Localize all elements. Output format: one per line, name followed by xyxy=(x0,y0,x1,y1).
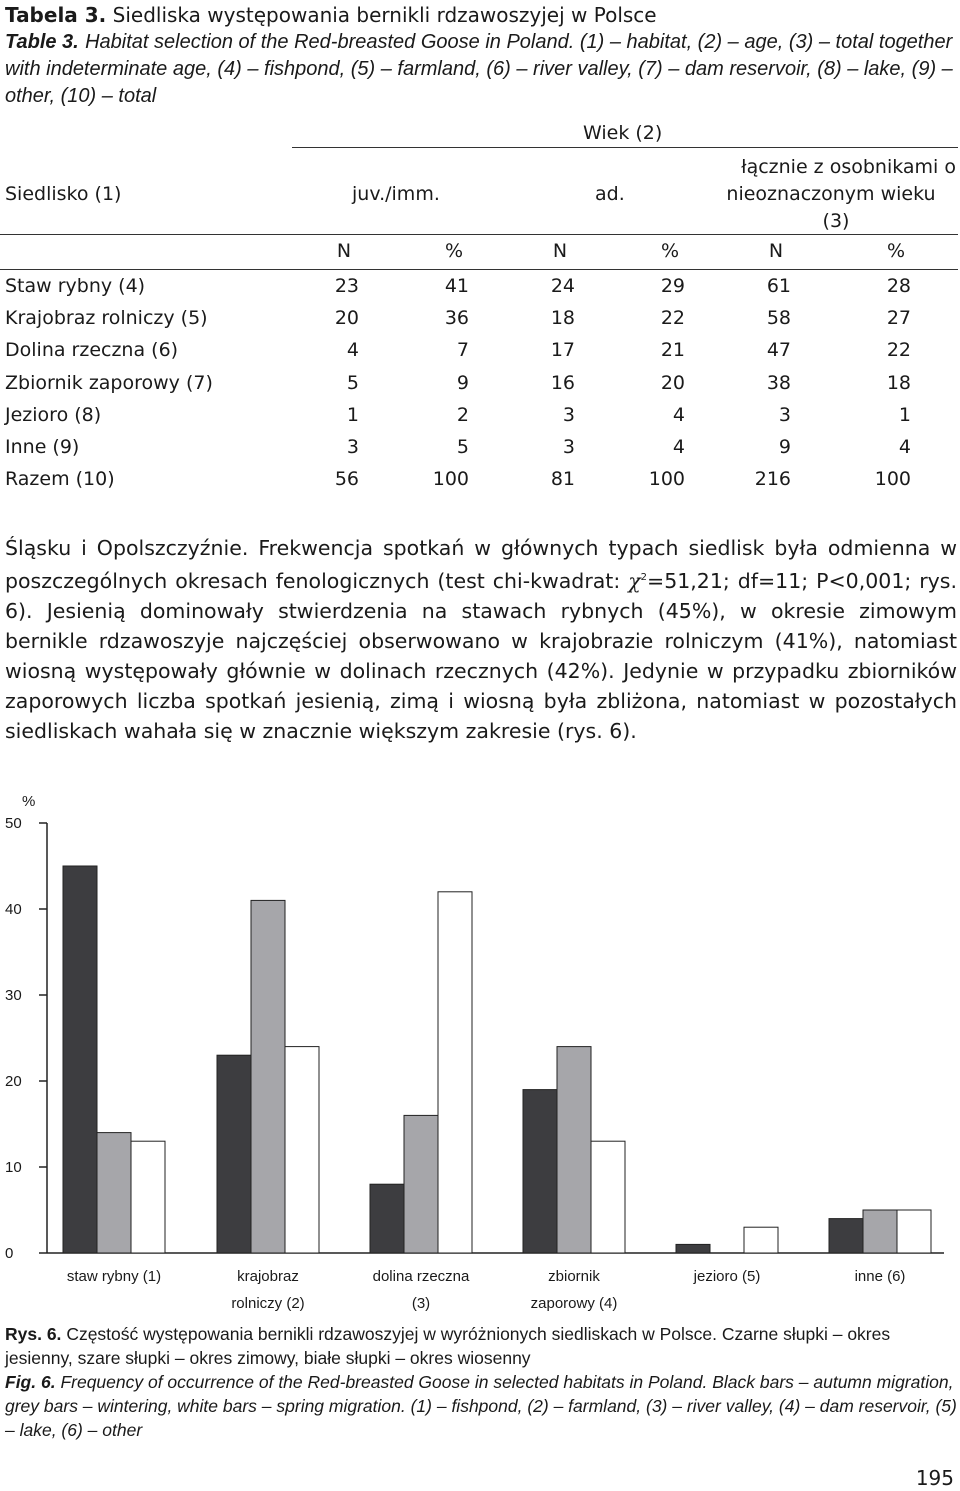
table-cell: 216 xyxy=(754,468,791,491)
table-cell: 29 xyxy=(660,275,685,297)
table-cell: 4 xyxy=(898,436,911,458)
table-cell: 41 xyxy=(444,275,469,297)
y-axis-label: % xyxy=(22,793,36,810)
chart-bar xyxy=(863,1210,897,1253)
table-row-label: Inne (9) xyxy=(5,436,80,458)
table-cell: 3 xyxy=(778,403,791,426)
table-caption-en-text: Habitat selection of the Red-breasted Goose in Poland. (1) – habitat, (2) – age, (3) – total together with indeterminate age, (4) – fishpond, (5) – farmland, (6) – river valley, (7) – dam reservoir, (8) – lake, (9) – other, (10) – total xyxy=(5,31,953,107)
group-juv-header: juv./imm. xyxy=(352,183,440,205)
figure-caption-pl-label: Rys. 6. xyxy=(5,1324,62,1344)
table-cell: 4 xyxy=(672,403,685,426)
x-category-label: jezioro (5) xyxy=(693,1268,761,1285)
group-total-header-line3: (3) xyxy=(822,210,850,232)
y-tick-label: 30 xyxy=(5,987,22,1004)
table-cell: 100 xyxy=(432,468,469,491)
table-cell: 81 xyxy=(550,468,575,491)
table-caption-en-label: Table 3. xyxy=(5,31,79,53)
chart-bar xyxy=(97,1133,131,1253)
age-header-rule xyxy=(292,147,958,148)
subheader-cell: % xyxy=(444,240,464,262)
chart-bar xyxy=(744,1227,778,1253)
table-cell: 3 xyxy=(346,436,359,458)
chi-superscript: 2 xyxy=(640,572,648,583)
table-cell: 58 xyxy=(766,307,791,330)
page-number: 195 xyxy=(915,1466,954,1490)
x-category-label: staw rybny (1) xyxy=(66,1268,162,1285)
table-caption-pl-label: Tabela 3. xyxy=(5,3,107,27)
table-cell: 9 xyxy=(456,371,469,394)
habitat-header: Siedlisko (1) xyxy=(5,183,122,205)
subheader-cell: N xyxy=(768,240,784,262)
table-caption xyxy=(5,2,957,109)
header-rule xyxy=(0,234,958,235)
table-cell: 100 xyxy=(648,468,685,491)
chart-bar xyxy=(285,1047,319,1253)
table-cell: 22 xyxy=(660,307,685,330)
table-row-label: Jezioro (8) xyxy=(5,403,102,426)
table-cell: 5 xyxy=(346,371,359,394)
x-category-label: zbiornik xyxy=(548,1268,600,1285)
figure-caption xyxy=(5,1322,957,1442)
table-cell: 28 xyxy=(886,275,911,297)
table-cell: 3 xyxy=(562,436,575,458)
chart-bar xyxy=(676,1244,710,1253)
x-category-label: inne (6) xyxy=(854,1268,906,1285)
chart-category-labels xyxy=(67,1268,906,1312)
table-cell: 7 xyxy=(456,339,469,362)
table-cell: 5 xyxy=(456,436,469,458)
table-cell: 1 xyxy=(898,403,911,426)
chart-bar xyxy=(251,900,285,1253)
table-cell: 18 xyxy=(550,307,575,330)
table-cell: 1 xyxy=(346,403,359,426)
subheader-cell: % xyxy=(660,240,680,262)
table-row-label: Razem (10) xyxy=(5,468,115,491)
table-cell: 9 xyxy=(778,436,791,458)
table-cell: 56 xyxy=(334,468,359,491)
chart-bar xyxy=(591,1141,625,1253)
table-cell: 100 xyxy=(874,468,911,491)
table-cell: 18 xyxy=(886,371,911,394)
x-category-label: (3) xyxy=(411,1295,431,1312)
table-row-label: Zbiornik zaporowy (7) xyxy=(5,371,213,394)
chart-bars xyxy=(63,866,931,1253)
figure-caption-pl-text: Częstość występowania bernikli rdzawoszyjej w wyróżnionych siedliskach w Polsce. Czarne słupki – okres jesienny, szare słupki – okres zimowy, białe słupki – okres wiosenny xyxy=(5,1324,891,1368)
group-ad-header: ad. xyxy=(595,183,625,205)
subheader-cell: N xyxy=(336,240,352,262)
table-cell: 2 xyxy=(456,403,469,426)
chart-bar xyxy=(897,1210,931,1253)
y-tick-label: 50 xyxy=(5,815,22,832)
table-cell: 24 xyxy=(550,275,575,297)
table-cell: 27 xyxy=(886,307,911,330)
figure-caption-en-text: Frequency of occurrence of the Red-breasted Goose in selected habitats in Poland. Black bars – autumn migration, grey bars – wintering, white bars – spring migration. (1) – fishpond, (2) – farmland, (3) – river valley, (4) – dam reservoir, (5) – lake, (6) – other xyxy=(5,1372,957,1440)
chi-symbol: χ xyxy=(628,568,641,593)
chart-bar xyxy=(829,1219,863,1253)
table-cell: 3 xyxy=(562,403,575,426)
y-tick-label: 10 xyxy=(5,1159,22,1176)
body-text-part2: =51,21; df=11; P<0,001; rys. 6). Jesienią dominowały stwierdzenia na stawach rybnych (45%), w okresie zimowym bernikle rdzawoszyje najczęściej obserwowano w krajobrazie rolniczym (41%), natomiast wiosną występowały głównie w dolinach rzecznych (42%). Jedynie w przypadku zbiorników zaporowych liczba spotkań jesienią, zimą i wiosną była zbliżona, natomiast w pozostałych siedliskach wahała się w znacznie większym zakresie (rys. 6). xyxy=(5,568,957,743)
y-tick-label: 20 xyxy=(5,1073,22,1090)
table-cell: 38 xyxy=(766,371,791,394)
table-cell: 16 xyxy=(550,371,575,394)
table-cell: 17 xyxy=(550,339,575,362)
x-category-label: zaporowy (4) xyxy=(530,1295,618,1312)
table-row-label: Staw rybny (4) xyxy=(5,275,146,297)
table-cell: 47 xyxy=(766,339,791,362)
body-paragraph xyxy=(5,533,957,746)
group-total-header-line1: łącznie z osobnikami o xyxy=(741,156,956,178)
table-cell: 4 xyxy=(346,339,359,362)
table-row-label: Dolina rzeczna (6) xyxy=(5,339,179,362)
group-total-header-line2: nieoznaczonym wieku xyxy=(726,183,936,205)
table-cell: 4 xyxy=(672,436,685,458)
chart-bar xyxy=(370,1184,404,1253)
subheader-rule xyxy=(0,269,958,270)
table-cell: 61 xyxy=(766,275,791,297)
table-caption-pl-text: Siedliska występowania bernikli rdzawoszyjej w Polsce xyxy=(112,3,657,27)
y-tick-label: 40 xyxy=(5,901,22,918)
table-cell: 22 xyxy=(886,339,911,362)
chart-bar xyxy=(438,892,472,1253)
y-tick-label: 0 xyxy=(5,1245,14,1262)
table-cell: 23 xyxy=(334,275,359,297)
chart-bar xyxy=(63,866,97,1253)
x-category-label: krajobraz xyxy=(237,1268,299,1285)
table-cell: 21 xyxy=(660,339,685,362)
chart-bar xyxy=(523,1090,557,1253)
age-header: Wiek (2) xyxy=(583,122,663,144)
chart-bar xyxy=(557,1047,591,1253)
table-cell: 36 xyxy=(444,307,469,330)
habitat-frequency-chart xyxy=(0,780,960,1315)
table-row-label: Krajobraz rolniczy (5) xyxy=(5,307,208,330)
chart-bar xyxy=(131,1141,165,1253)
x-category-label: dolina rzeczna xyxy=(372,1268,470,1285)
table-cell: 20 xyxy=(334,307,359,330)
chart-bar xyxy=(404,1115,438,1253)
subheader-cell: % xyxy=(886,240,906,262)
figure-caption-en-label: Fig. 6. xyxy=(5,1372,56,1392)
chart-bar xyxy=(217,1055,251,1253)
body-text-part1: Śląsku i Opolszczyźnie. Frekwencja spotkań w głównych typach siedlisk była odmienna w poszczególnych okresach fenologicznych (test chi-kwadrat: xyxy=(5,536,957,593)
x-category-label: rolniczy (2) xyxy=(231,1295,305,1312)
subheader-cell: N xyxy=(552,240,568,262)
table-cell: 20 xyxy=(660,371,685,394)
